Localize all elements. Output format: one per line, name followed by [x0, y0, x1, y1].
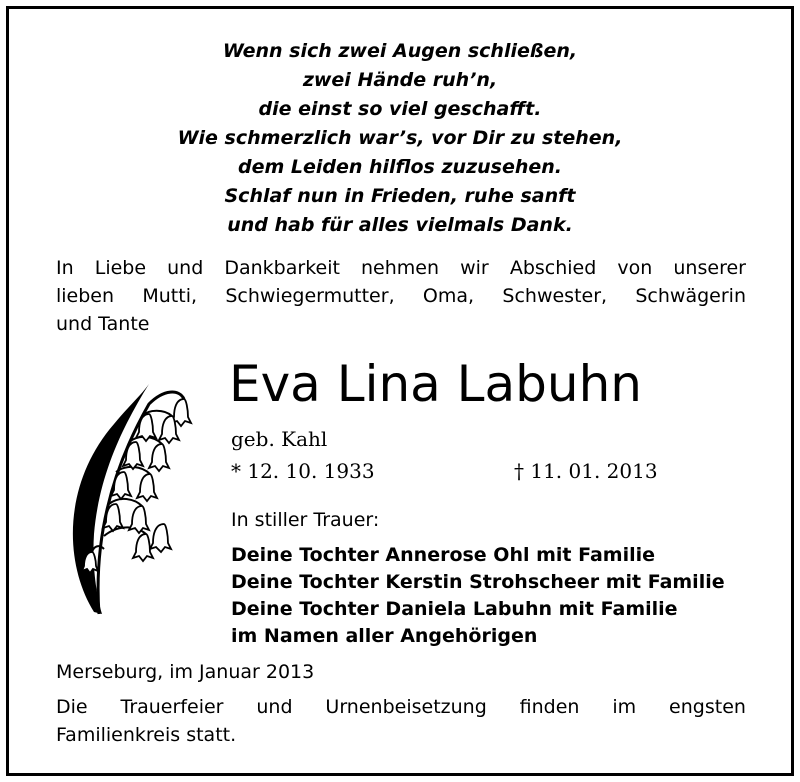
poem-line: und hab für alles vielmals Dank. [227, 214, 573, 236]
intro-word: Schwiegermutter, [225, 285, 395, 307]
intro-word: lieben [56, 285, 115, 307]
intro-word: Schwägerin [635, 285, 746, 307]
intro-word: Mutti, [142, 285, 198, 307]
intro-word: und [167, 257, 204, 279]
intro-word: Liebe [94, 257, 147, 279]
service-line-2: Familienkreis statt. [56, 724, 237, 746]
poem-line: dem Leiden hilflos zuzusehen. [237, 156, 563, 178]
birth-date: * 12. 10. 1933 [231, 459, 375, 483]
intro-line-3 [56, 310, 746, 338]
lily-of-the-valley-icon [54, 364, 194, 619]
mourner-line: Deine Tochter Daniela Labuhn mit Familie [231, 598, 678, 620]
intro-word: nehmen [361, 257, 440, 279]
intro-line-2 [56, 282, 746, 310]
mourners-list [231, 542, 725, 650]
intro-word: Dankbarkeit [224, 257, 340, 279]
service-word: Die [56, 696, 88, 718]
mourner-line: im Namen aller Angehörigen [231, 625, 538, 647]
service-line-1 [56, 693, 746, 721]
mourner-line: Deine Tochter Annerose Ohl mit Familie [231, 544, 656, 566]
intro-word: von [617, 257, 653, 279]
intro-text [56, 254, 746, 338]
intro-word: Schwester, [502, 285, 608, 307]
poem-line: zwei Hände ruh’n, [302, 69, 498, 91]
mourning-label: In stiller Trauer: [231, 509, 380, 531]
poem [9, 37, 791, 240]
intro-line-1 [56, 254, 746, 282]
poem-line: Wie schmerzlich war’s, vor Dir zu stehen, [177, 127, 623, 149]
intro-word: Abschied [509, 257, 597, 279]
poem-line: die einst so viel geschafft. [258, 98, 542, 120]
service-word: engsten [669, 696, 746, 718]
service-word: und [256, 696, 293, 718]
intro-line-3-text: und Tante [56, 313, 150, 335]
intro-word: Oma, [422, 285, 475, 307]
intro-word: wir [460, 257, 489, 279]
mourner-line: Deine Tochter Kerstin Strohscheer mit Familie [231, 571, 725, 593]
intro-word: unserer [673, 257, 746, 279]
service-note [56, 693, 746, 749]
poem-line: Wenn sich zwei Augen schließen, [222, 40, 578, 62]
service-word: im [612, 696, 637, 718]
service-word: Urnenbeisetzung [325, 696, 487, 718]
service-word: Trauerfeier [120, 696, 224, 718]
death-date: † 11. 01. 2013 [514, 459, 658, 483]
poem-line: Schlaf nun in Frieden, ruhe sanft [224, 185, 576, 207]
deceased-name: Eva Lina Labuhn [229, 355, 642, 413]
born-name: geb. Kahl [231, 427, 328, 451]
place-date: Merseburg, im Januar 2013 [56, 661, 315, 683]
service-word: finden [519, 696, 580, 718]
obituary-frame [6, 6, 794, 776]
intro-word: In [56, 257, 74, 279]
